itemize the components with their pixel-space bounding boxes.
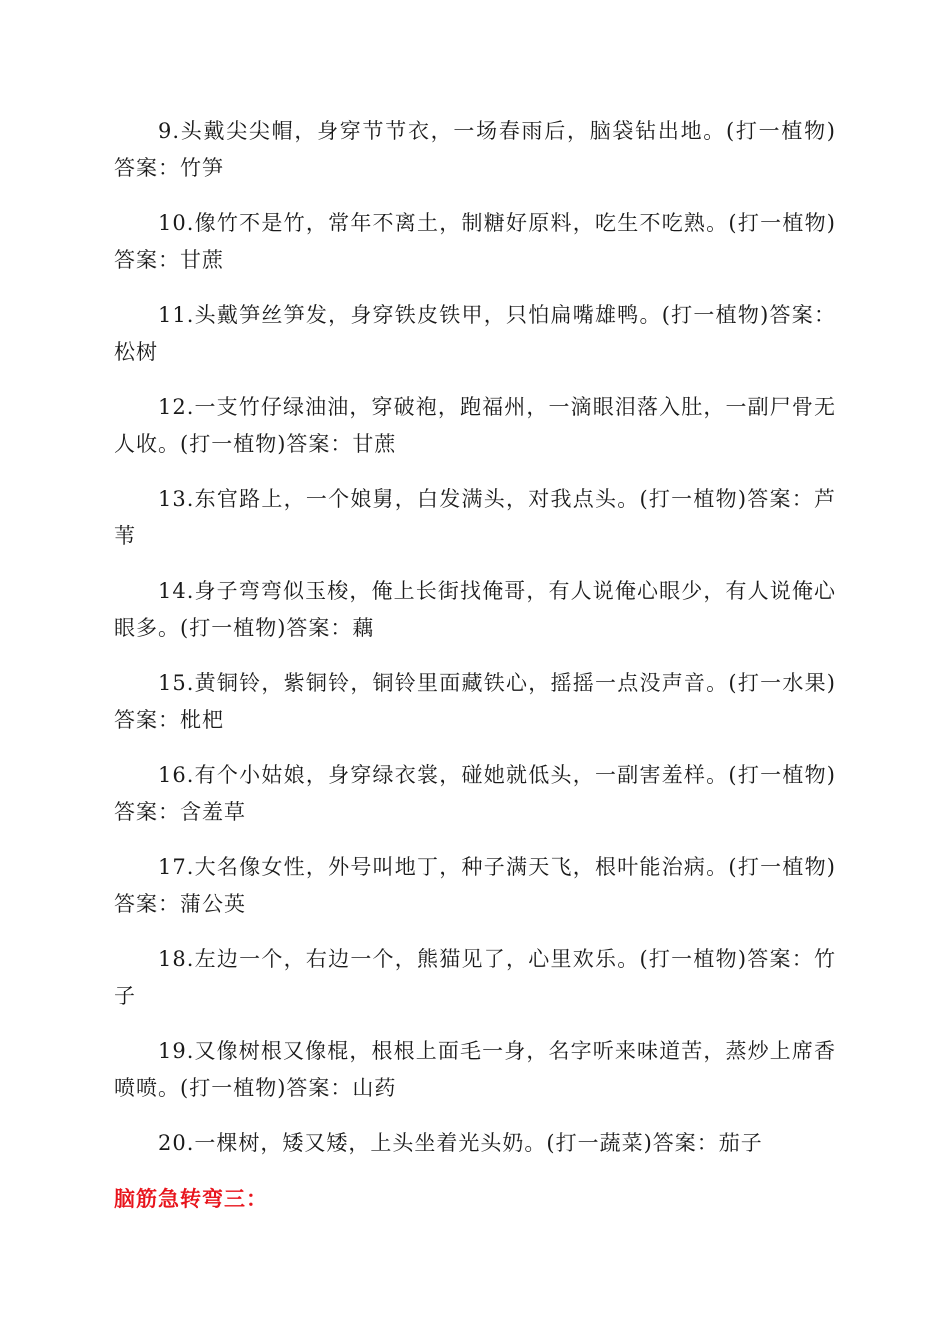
- riddle-9: 9.头戴尖尖帽，身穿节节衣，一场春雨后，脑袋钻出地。(打一植物)答案：竹笋: [114, 119, 836, 180]
- riddle-15: 15.黄铜铃，紫铜铃，铜铃里面藏铁心，摇摇一点没声音。(打一水果)答案：枇杷: [114, 671, 836, 732]
- section-heading: 脑筋急转弯三：: [114, 1187, 268, 1211]
- riddle-18: 18.左边一个，右边一个，熊猫见了，心里欢乐。(打一植物)答案：竹子: [114, 947, 836, 1008]
- riddle-13: 13.东官路上，一个娘舅，白发满头，对我点头。(打一植物)答案：芦苇: [114, 487, 836, 548]
- riddle-14: 14.身子弯弯似玉梭，俺上长街找俺哥，有人说俺心眼少，有人说俺心眼多。(打一植物)答案：藕: [114, 579, 836, 640]
- riddle-16: 16.有个小姑娘，身穿绿衣裳，碰她就低头，一副害羞样。(打一植物)答案：含羞草: [114, 763, 836, 824]
- riddle-11: 11.头戴笋丝笋发，身穿铁皮铁甲，只怕扁嘴雄鸭。(打一植物)答案：松树: [114, 303, 836, 364]
- riddle-19: 19.又像树根又像棍，根根上面毛一身，名字听来味道苦，蒸炒上席香喷喷。(打一植物)答案：山药: [114, 1039, 836, 1100]
- riddle-list: [114, 113, 836, 1180]
- riddle-20: 20.一棵树，矮又矮，上头坐着光头奶。(打一蔬菜)答案：茄子: [158, 1131, 763, 1155]
- riddle-12: 12.一支竹仔绿油油，穿破袍，跑福州，一滴眼泪落入肚，一副尸骨无人收。(打一植物)答案：甘蔗: [114, 395, 836, 456]
- riddle-17: 17.大名像女性，外号叫地丁，种子满天飞，根叶能治病。(打一植物)答案：蒲公英: [114, 855, 836, 916]
- riddle-10: 10.像竹不是竹，常年不离土，制糖好原料，吃生不吃熟。(打一植物)答案：甘蔗: [114, 211, 836, 272]
